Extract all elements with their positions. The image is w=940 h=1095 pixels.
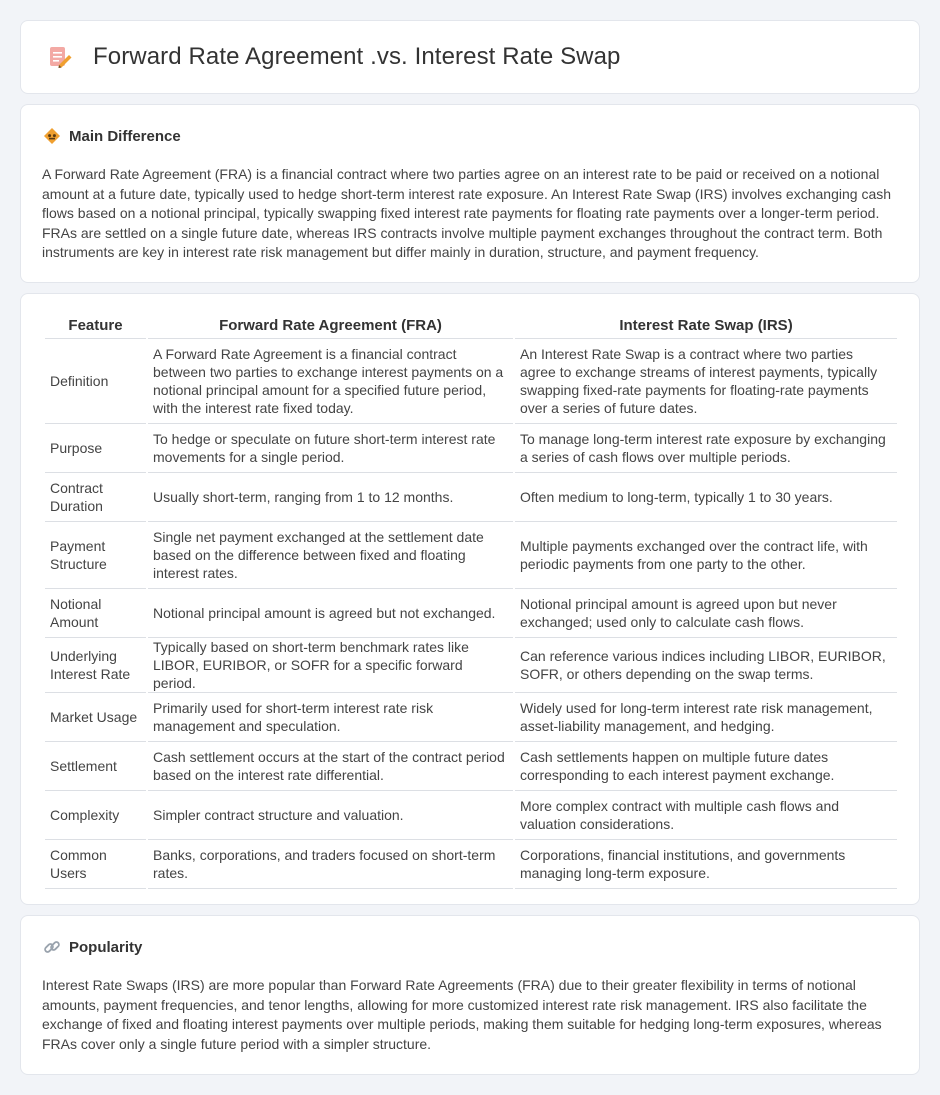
comparison-table-card — [20, 293, 920, 905]
table-row — [45, 589, 897, 638]
fra-cell: Usually short-term, ranging from 1 to 12 months. — [148, 473, 513, 522]
feature-cell: Underlying Interest Rate — [45, 638, 146, 693]
table-row — [45, 638, 897, 693]
table-row — [45, 522, 897, 589]
irs-cell: Cash settlements happen on multiple future dates corresponding to each interest payment exchange. — [515, 742, 897, 791]
fra-cell: Typically based on short-term benchmark rates like LIBOR, EURIBOR, or SOFR for a specific forward period. — [148, 638, 513, 693]
fra-cell: Cash settlement occurs at the start of the contract period based on the interest rate differential. — [148, 742, 513, 791]
fra-cell: Single net payment exchanged at the settlement date based on the difference between fixed and floating interest rates. — [148, 522, 513, 589]
table-header-row — [45, 312, 897, 339]
fra-cell: To hedge or speculate on future short-term interest rate movements for a single period. — [148, 424, 513, 473]
header-irs: Interest Rate Swap (IRS) — [515, 312, 897, 339]
page-title: Forward Rate Agreement .vs. Interest Rate Swap — [93, 43, 621, 70]
popularity-title: Popularity — [69, 938, 143, 956]
popularity-text: Interest Rate Swaps (IRS) are more popular than Forward Rate Agreements (FRA) due to their greater flexibility in terms of notional amounts, payment frequencies, and tenor lengths, allowing for more customized interest rate risk management. IRS also facilitate the exchange of fixed and floating interest payments over multiple periods, making them suitable for hedging long-term exposures, whereas FRAs cover only a single future period with a simpler structure. — [42, 977, 882, 1052]
header-feature: Feature — [45, 312, 146, 339]
irs-cell: Multiple payments exchanged over the contract life, with periodic payments from one party to the other. — [515, 522, 897, 589]
table-row — [45, 742, 897, 791]
fra-cell: A Forward Rate Agreement is a financial contract between two parties to exchange interest payments on a notional principal amount for a specified future period, with the interest rate fixed today. — [148, 339, 513, 424]
title-card — [20, 20, 920, 94]
feature-cell: Definition — [45, 339, 146, 424]
header-fra: Forward Rate Agreement (FRA) — [148, 312, 513, 339]
main-difference-title: Main Difference — [69, 127, 181, 145]
table-row — [45, 473, 897, 522]
main-difference-header — [43, 127, 181, 145]
irs-cell: To manage long-term interest rate exposure by exchanging a series of cash flows over multiple periods. — [515, 424, 897, 473]
fra-cell: Banks, corporations, and traders focused on short-term rates. — [148, 840, 513, 889]
irs-cell: Widely used for long-term interest rate risk management, asset-liability management, and hedging. — [515, 693, 897, 742]
irs-cell: More complex contract with multiple cash flows and valuation considerations. — [515, 791, 897, 840]
comparison-table — [43, 312, 899, 889]
title-row — [47, 43, 621, 71]
table-row — [45, 339, 897, 424]
feature-cell: Complexity — [45, 791, 146, 840]
fra-cell: Primarily used for short-term interest rate risk management and speculation. — [148, 693, 513, 742]
irs-cell: Corporations, financial institutions, and governments managing long-term exposure. — [515, 840, 897, 889]
table-row — [45, 791, 897, 840]
feature-cell: Settlement — [45, 742, 146, 791]
main-difference-text: A Forward Rate Agreement (FRA) is a financial contract where two parties agree on an interest rate to be paid or received on a notional amount at a future date, typically used to hedge short-term interest rate exposure. An Interest Rate Swap (IRS) involves exchanging cash flows based on a notional principal, typically swapping fixed interest rate payments for floating rate payments over a longer-term period. FRAs are settled on a single future date, whereas IRS contracts involve multiple payment exchanges throughout the contract term. Both instruments are key in interest rate risk management but differ mainly in duration, structure, and payment frequency. — [42, 166, 892, 261]
irs-cell: Can reference various indices including LIBOR, EURIBOR, SOFR, or others depending on the swap terms. — [515, 638, 897, 693]
table-row — [45, 424, 897, 473]
feature-cell: Payment Structure — [45, 522, 146, 589]
fra-cell: Simpler contract structure and valuation. — [148, 791, 513, 840]
table-row — [45, 840, 897, 889]
feature-cell: Purpose — [45, 424, 146, 473]
feature-cell: Notional Amount — [45, 589, 146, 638]
table-row — [45, 693, 897, 742]
irs-cell: Often medium to long-term, typically 1 to 30 years. — [515, 473, 897, 522]
feature-cell: Market Usage — [45, 693, 146, 742]
main-difference-card — [20, 104, 920, 283]
link-icon — [43, 938, 61, 956]
document-edit-icon — [47, 44, 73, 70]
popularity-header — [43, 938, 142, 956]
feature-cell: Common Users — [45, 840, 146, 889]
diamond-sign-icon — [43, 127, 61, 145]
feature-cell: Contract Duration — [45, 473, 146, 522]
popularity-card — [20, 915, 920, 1075]
fra-cell: Notional principal amount is agreed but not exchanged. — [148, 589, 513, 638]
irs-cell: Notional principal amount is agreed upon but never exchanged; used only to calculate cash flows. — [515, 589, 897, 638]
irs-cell: An Interest Rate Swap is a contract where two parties agree to exchange streams of interest payments, typically swapping fixed-rate payments for floating-rate payments over a series of future dates. — [515, 339, 897, 424]
